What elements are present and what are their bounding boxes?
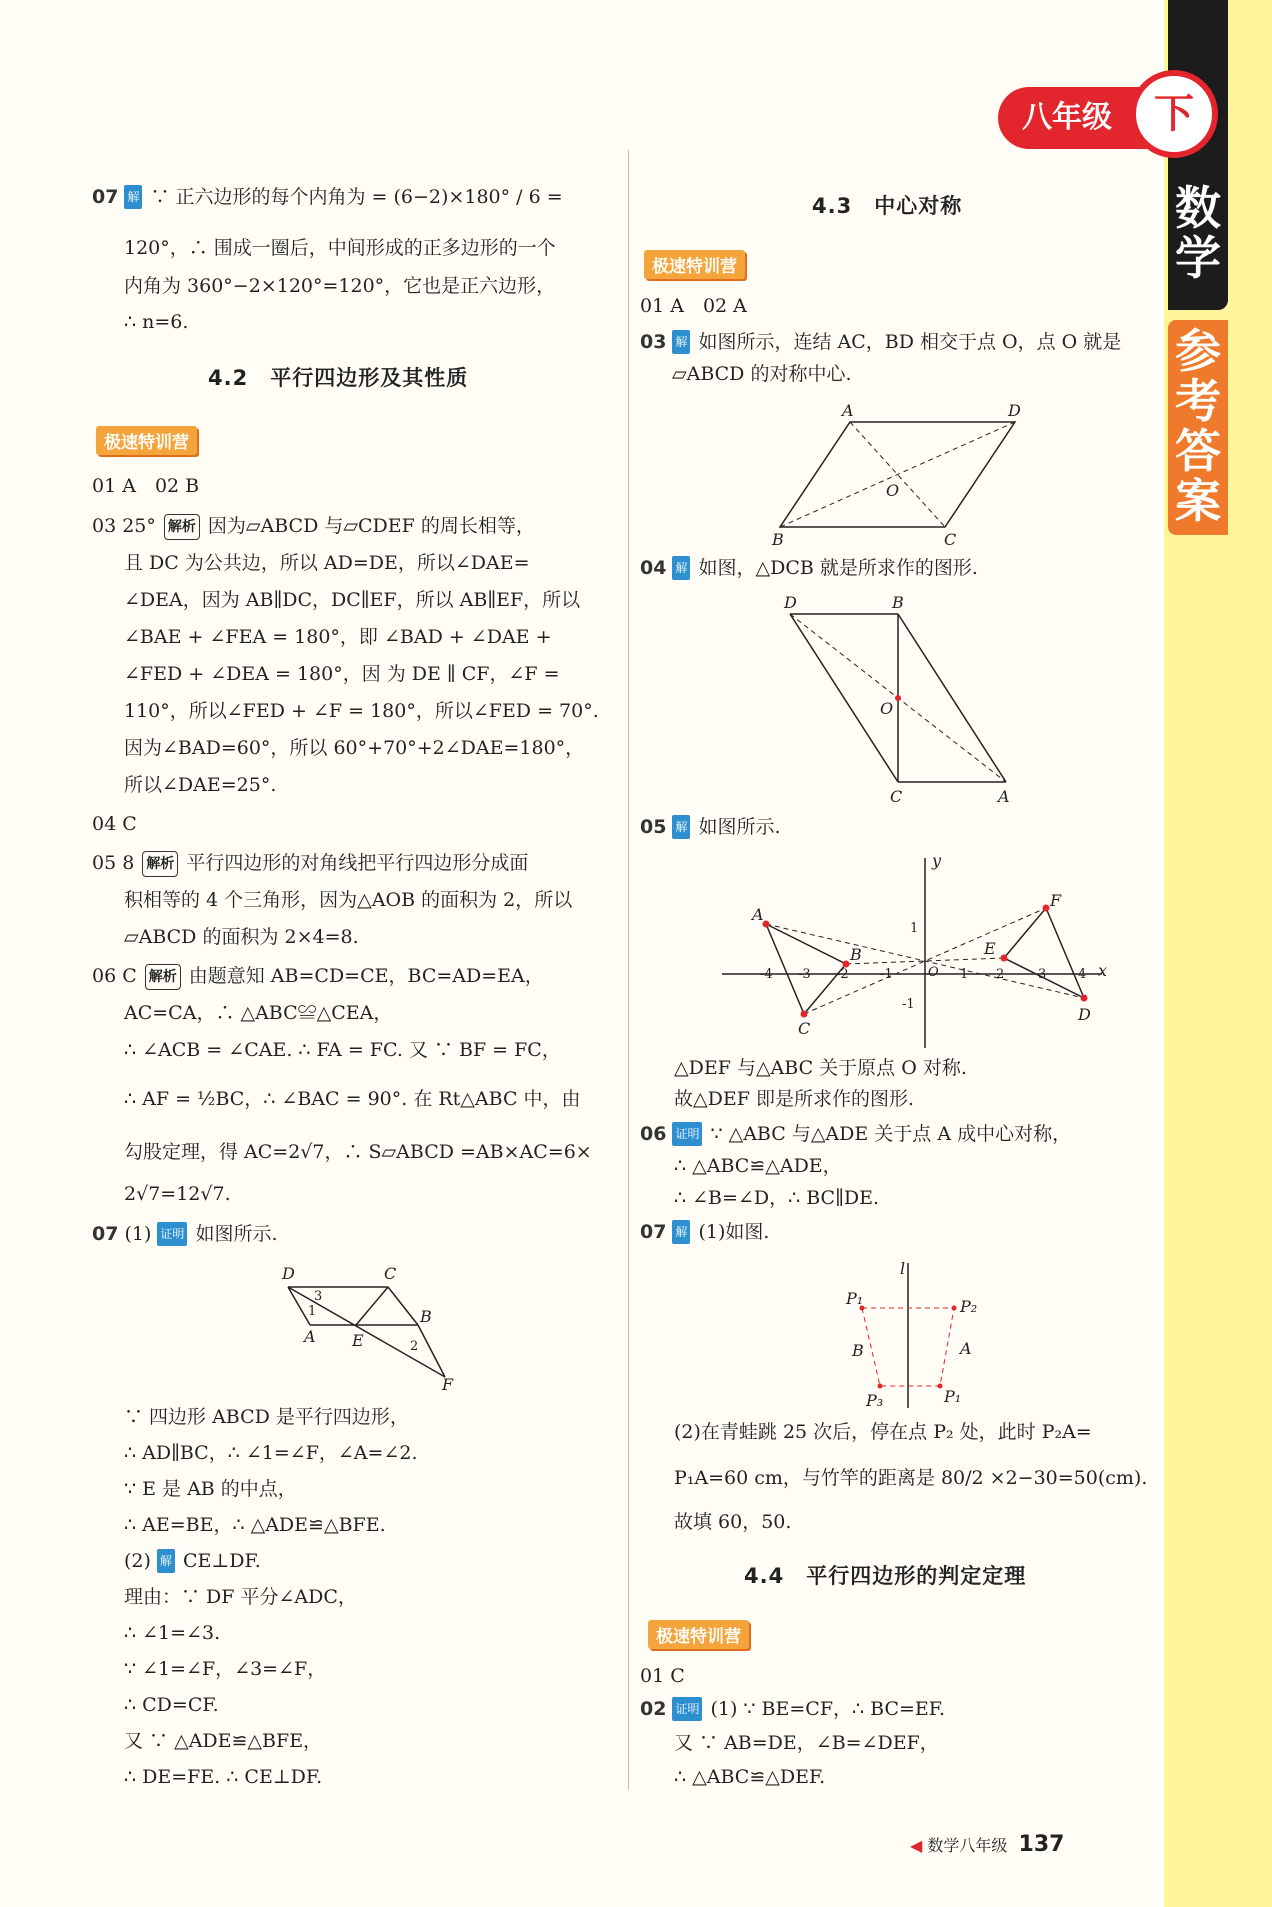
fig-label: A bbox=[304, 1327, 316, 1346]
fig-label: A bbox=[998, 787, 1010, 806]
tick-label: 1 bbox=[910, 921, 919, 936]
right-q02-line1: 02 证明 (1) ∵ BE=CF，∴ BC=EF. bbox=[640, 1698, 946, 1720]
left-q07b-line8: ∴ ∠1=∠3. bbox=[124, 1622, 221, 1644]
footer-text: 数学八年级 bbox=[927, 1836, 1008, 1855]
left-q07b-line7: 理由：∵ DF 平分∠ADC， bbox=[124, 1586, 357, 1608]
right-q06-line1: 06 证明 ∵ △ABC 与△ADE 关于点 A 成中心对称， bbox=[640, 1123, 1072, 1145]
fig-label: 2 bbox=[410, 1339, 419, 1354]
right-q0102: 01 A 02 A bbox=[640, 295, 747, 317]
fig-label: D bbox=[784, 593, 797, 612]
left-q07b-line11: 又 ∵ △ADE≌△BFE， bbox=[124, 1730, 323, 1752]
left-q03-line5: ∠FED + ∠DEA = 180°，因 为 DE ∥ CF，∠F = bbox=[124, 663, 560, 685]
figure-frog-jump bbox=[840, 1258, 1000, 1418]
fig-label: l bbox=[900, 1259, 906, 1278]
fig-label: B bbox=[892, 593, 904, 612]
fig-label: P₁ bbox=[944, 1387, 962, 1406]
fig-label: B bbox=[850, 945, 862, 964]
fig-label: F bbox=[1050, 891, 1062, 910]
right-q07-line4: 故填 60，50. bbox=[674, 1511, 792, 1533]
fig-label: E bbox=[352, 1331, 364, 1350]
figure-abcd-center bbox=[760, 402, 1030, 552]
fig-label: C bbox=[384, 1264, 397, 1283]
figure-parallelogram-cdf bbox=[270, 1262, 470, 1392]
page-number: 137 bbox=[1018, 1832, 1065, 1857]
left-q07b-line10: ∴ CD=CF. bbox=[124, 1694, 219, 1716]
page-footer bbox=[910, 1832, 1064, 1857]
practice-tag: 极速特训营 bbox=[644, 250, 745, 279]
left-q07b-line4: ∵ E 是 AB 的中点， bbox=[124, 1478, 297, 1500]
practice-tag: 极速特训营 bbox=[96, 426, 197, 455]
left-q03-line7: 因为∠BAD=60°，所以 60°+70°+2∠DAE=180°， bbox=[124, 737, 585, 759]
fig-label: y bbox=[932, 851, 942, 870]
grade-badge: 八年级 bbox=[998, 87, 1198, 149]
fig-label: C bbox=[944, 530, 957, 549]
right-q07-line1: 07 解 (1)如图. bbox=[640, 1221, 770, 1243]
left-q06-line6: 2√7=12√7. bbox=[124, 1183, 231, 1205]
fig-label: P₂ bbox=[960, 1297, 978, 1316]
tick-label: 4 bbox=[1078, 967, 1087, 982]
right-q06-line3: ∴ ∠B=∠D，∴ BC∥DE. bbox=[674, 1187, 879, 1209]
right-q05-line1: 05 解 如图所示. bbox=[640, 816, 781, 838]
right-q05b-line2: 故△DEF 即是所求作的图形. bbox=[674, 1088, 914, 1110]
answer-tab bbox=[1168, 320, 1228, 535]
left-q07b-line3: ∴ AD∥BC，∴ ∠1=∠F，∠A=∠2. bbox=[124, 1442, 418, 1464]
left-q05-line3: ▱ABCD 的面积为 2×4=8. bbox=[124, 926, 359, 948]
fig-label: O bbox=[886, 481, 900, 500]
left-q03-line4: ∠BAE + ∠FEA = 180°，即 ∠BAD + ∠DAE + bbox=[124, 626, 552, 648]
left-q07b-line9: ∵ ∠1=∠F，∠3=∠F， bbox=[124, 1658, 327, 1680]
left-q06-line5: 勾股定理，得 AC=2√7，∴ S▱ABCD =AB×AC=6× bbox=[124, 1141, 592, 1163]
section-title-4-4: 4.4 平行四边形的判定定理 bbox=[744, 1564, 1027, 1588]
left-q06-line1: 06 C 解析 由题意知 AB=CD=CE，BC=AD=EA， bbox=[92, 964, 544, 990]
left-q07b-line6: (2) 解 CE⊥DF. bbox=[124, 1550, 261, 1572]
fig-label: A bbox=[842, 402, 854, 420]
left-q03-line3: ∠DEA，因为 AB∥DC，DC∥EF，所以 AB∥EF，所以 bbox=[124, 589, 581, 611]
fig-label: C bbox=[798, 1019, 811, 1038]
right-q01: 01 C bbox=[640, 1665, 685, 1687]
tick-label: -3 bbox=[798, 967, 811, 982]
tick-label: 2 bbox=[996, 967, 1005, 982]
fig-label: F bbox=[442, 1375, 454, 1392]
fig-label: 1 bbox=[308, 1304, 317, 1319]
column-divider bbox=[628, 150, 629, 1790]
tick-label: -1 bbox=[880, 967, 893, 982]
left-q03-line2: 且 DC 为公共边，所以 AD=DE，所以∠DAE= bbox=[124, 552, 530, 574]
right-q07-line3: P₁A=60 cm，与竹竿的距离是 80/2 ×2−30=50(cm). bbox=[674, 1467, 1148, 1489]
fig-label: x bbox=[1098, 961, 1108, 980]
fig-label: C bbox=[890, 787, 903, 806]
answer-char: 案 bbox=[1175, 474, 1221, 528]
right-q07-line2: (2)在青蛙跳 25 次后，停在点 P₂ 处，此时 P₂A= bbox=[674, 1421, 1092, 1443]
tick-label: -1 bbox=[902, 997, 915, 1012]
section-title-4-3: 4.3 中心对称 bbox=[812, 194, 963, 218]
tick-label: -4 bbox=[760, 967, 773, 982]
left-q06-line2: AC=CA，∴ △ABC≌△CEA， bbox=[124, 1002, 393, 1024]
right-q03-line2: ▱ABCD 的对称中心. bbox=[672, 363, 852, 385]
fig-label: B bbox=[852, 1341, 864, 1360]
left-q07b-line5: ∴ AE=BE，∴ △ADE≌△BFE. bbox=[124, 1514, 386, 1536]
answer-char: 答 bbox=[1175, 424, 1221, 478]
right-q02-line2: 又 ∵ AB=DE，∠B=∠DEF， bbox=[674, 1732, 939, 1754]
tick-label: -2 bbox=[836, 967, 849, 982]
left-q03-line1: 03 25° 解析 因为▱ABCD 与▱CDEF 的周长相等， bbox=[92, 514, 535, 540]
fig-label: B bbox=[772, 530, 784, 549]
right-q05b-line1: △DEF 与△ABC 关于原点 O 对称. bbox=[674, 1057, 967, 1079]
fig-label: P₁ bbox=[846, 1289, 864, 1308]
figure-dcb bbox=[772, 590, 1032, 810]
fig-label: D bbox=[1008, 402, 1021, 420]
left-q03-line6: 110°，所以∠FED + ∠F = 180°，所以∠FED = 70°. bbox=[124, 700, 599, 722]
left-q07-line3: 内角为 360°−2×120°=120°，它也是正六边形， bbox=[124, 275, 556, 297]
fig-label: B bbox=[420, 1307, 432, 1326]
tick-label: 1 bbox=[960, 967, 969, 982]
left-q05-line1: 05 8 解析 平行四边形的对角线把平行四边形分成面 bbox=[92, 851, 528, 877]
fig-label: E bbox=[984, 939, 996, 958]
fig-label: O bbox=[928, 965, 939, 980]
section-title-4-2: 4.2 平行四边形及其性质 bbox=[208, 366, 469, 390]
left-q07-line2: 120°，∴ 围成一圈后，中间形成的正多边形的一个 bbox=[124, 237, 556, 259]
right-q06-line2: ∴ △ABC≌△ADE， bbox=[674, 1155, 842, 1177]
figure-coordinate-symmetry bbox=[712, 848, 1112, 1048]
fig-label: A bbox=[960, 1339, 972, 1358]
left-q06-line3: ∴ ∠ACB = ∠CAE. ∴ FA = FC. 又 ∵ BF = FC， bbox=[124, 1039, 561, 1061]
fig-label: D bbox=[1078, 1005, 1091, 1024]
left-q07b-line1: 07 (1) 证明 如图所示. bbox=[92, 1223, 278, 1245]
fig-label: P₃ bbox=[866, 1391, 884, 1410]
subject-char: 学 bbox=[1175, 231, 1221, 285]
left-q06-line4: ∴ AF = ½BC，∴ ∠BAC = 90°. 在 Rt△ABC 中，由 bbox=[124, 1088, 581, 1110]
left-q03-line8: 所以∠DAE=25°. bbox=[124, 774, 277, 796]
left-q07b-line2: ∵ 四边形 ABCD 是平行四边形， bbox=[124, 1406, 409, 1428]
tick-label: 3 bbox=[1038, 967, 1047, 982]
fig-label: D bbox=[282, 1264, 295, 1283]
right-q02-line3: ∴ △ABC≌△DEF. bbox=[674, 1766, 826, 1788]
right-q03-line1: 03 解 如图所示，连结 AC，BD 相交于点 O，点 O 就是 bbox=[640, 331, 1122, 353]
left-q07b-line12: ∴ DE=FE. ∴ CE⊥DF. bbox=[124, 1766, 323, 1788]
left-q07-line1: 07 解 ∵ 正六边形的每个内角为 = (6−2)×180° / 6 = bbox=[92, 186, 563, 208]
fig-label: 3 bbox=[314, 1289, 323, 1304]
fig-label: A bbox=[752, 905, 764, 924]
answer-char: 考 bbox=[1175, 374, 1221, 428]
answer-char: 参 bbox=[1175, 324, 1221, 378]
left-q04: 04 C bbox=[92, 813, 137, 835]
left-q0102: 01 A 02 B bbox=[92, 475, 200, 497]
practice-tag: 极速特训营 bbox=[648, 1620, 749, 1649]
left-q05-line2: 积相等的 4 个三角形，因为△AOB 的面积为 2，所以 bbox=[124, 889, 573, 911]
left-q07-line4: ∴ n=6. bbox=[124, 311, 189, 333]
right-q04-line1: 04 解 如图，△DCB 就是所求作的图形. bbox=[640, 557, 978, 579]
fig-label: O bbox=[880, 699, 894, 718]
term-badge: 下 bbox=[1130, 70, 1218, 158]
footer-arrow-icon: ◀ bbox=[910, 1836, 923, 1855]
subject-char: 数 bbox=[1175, 181, 1221, 235]
